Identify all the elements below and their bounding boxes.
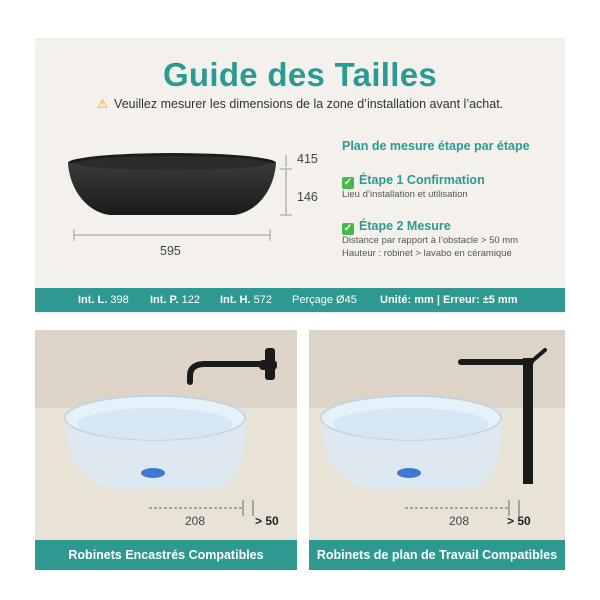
- step2-title-text: Étape 2 Mesure: [359, 219, 451, 233]
- left-caption: Robinets Encastrés Compatibles: [35, 540, 297, 570]
- checkmark-icon: ✓: [343, 223, 353, 234]
- right-caption: Robinets de plan de Travail Compatibles: [309, 540, 565, 570]
- left-photo-panel: [35, 330, 297, 570]
- step1-title-text: Étape 1 Confirmation: [359, 173, 485, 187]
- spec-int-h: Int. H. 572: [220, 294, 272, 306]
- left-dim-208: 208: [185, 514, 206, 528]
- step1-title: [342, 173, 485, 189]
- basin-depth-label: 415: [297, 152, 318, 166]
- step2-desc2: Hauteur : robinet > lavabo en céramique: [342, 248, 512, 259]
- right-photo-panel: [309, 330, 565, 570]
- step2-desc1: Distance par rapport à l’obstacle > 50 mm: [342, 235, 519, 246]
- warning-text: Veuillez mesurer les dimensions de la zone d’installation avant l’achat.: [114, 97, 504, 111]
- spec-unit: Unité: mm | Erreur: ±5 mm: [380, 294, 518, 306]
- spec-percage: Perçage Ø45: [292, 294, 357, 306]
- spec-int-p: Int. P. 122: [150, 294, 200, 306]
- step2-title: [342, 219, 451, 235]
- checkmark-icon: ✓: [343, 177, 353, 188]
- right-dim-208: 208: [449, 514, 470, 528]
- wall-mounted-scene: [35, 330, 297, 570]
- page-title: Guide des Tailles: [162, 56, 438, 93]
- basin-height-label: 146: [297, 190, 318, 204]
- step1-desc: Lieu d’installation et utilisation: [342, 189, 468, 200]
- steps-heading: Plan de mesure étape par étape: [342, 139, 530, 153]
- right-dim-50: > 50: [507, 514, 531, 528]
- warning-triangle-icon: ⚠: [96, 97, 109, 111]
- basin-illustration: [60, 145, 330, 265]
- deck-mounted-scene: [309, 330, 565, 570]
- basin-width-label: 595: [160, 244, 181, 258]
- left-dim-50: > 50: [255, 514, 279, 528]
- spec-int-l: Int. L. 398: [78, 294, 129, 306]
- warning-line: [35, 96, 565, 111]
